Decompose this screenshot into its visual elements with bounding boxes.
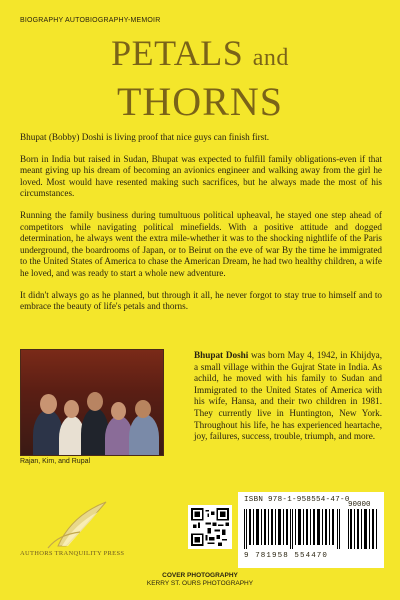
title-word-petals: PETALS: [111, 33, 244, 73]
author-bio-text: was born May 4, 1942, in Khijdya, a small village within the Gujrat State in India. As achild, he moved with his family to Sudan and Immigrated to the United States of America with his wife, Hansa, and their two children in 1981. They currently live in Huntington, New York. Throughout his life, he has experienced heartache, joy, failures, success, trouble, triumph, and more.: [194, 350, 383, 442]
publisher-name: AUTHORS TRANQUILITY PRESS: [20, 550, 125, 557]
title-line-1: [0, 31, 400, 80]
blurb: [20, 132, 382, 323]
credits-line-2: KERRY ST. OURS PHOTOGRAPHY: [146, 580, 254, 587]
blurb-paragraph-4: It didn't always go as he planned, but through it all, he never forgot to stay true to himself and to embrace the beauty of life's petals and thorns.: [20, 289, 382, 312]
book-title: [0, 31, 400, 124]
blurb-paragraph-2: Born in India but raised in Sudan, Bhupat was expected to fulfill family obligations-even if that meant giving up his dream of becoming an avionics engineer and walking away from the girl he loved. Most would have resented making such sacrifices, but he always made the most of his circumstances.: [20, 153, 382, 199]
ean-digits: 9 781958 554470: [244, 552, 329, 560]
blurb-paragraph-1: Bhupat (Bobby) Doshi is living proof that nice guys can finish first.: [20, 132, 270, 142]
price-code: 90000: [348, 501, 371, 509]
photo-credits: [0, 572, 400, 588]
family-photo: [20, 349, 164, 456]
isbn-number: ISBN 978-1-958554-47-0: [244, 496, 350, 504]
blurb-paragraph-3: Running the family business during tumultuous political upheaval, he stayed one step ahead of competitors while navigating political minefields. With a positive attitude and dogged determination, he always went the extra mile-whether it was to the shocking nightlife of the Paris underground, the boardrooms of Japan, or to Beirut on the eve of war By the time he immigrated to the United States of America to chase the American Dream, he had two healthy children, a wife he loved, and was ready to start a whole new adventure.: [20, 209, 382, 278]
title-word-and: and: [252, 45, 289, 71]
qr-code-icon: [188, 505, 232, 549]
author-bio: [194, 350, 382, 443]
credits-line-1: COVER PHOTOGRAPHY: [162, 572, 238, 579]
photo-caption: Rajan, Kim, and Rupal: [20, 458, 91, 465]
barcode-icon: [238, 492, 384, 568]
publisher-logo-icon: [36, 498, 126, 558]
author-name: Bhupat Doshi: [194, 350, 249, 360]
title-line-2: THORNS: [116, 79, 284, 124]
category-label: BIOGRAPHY AUTOBIOGRAPHY-MEMOIR: [20, 17, 161, 24]
